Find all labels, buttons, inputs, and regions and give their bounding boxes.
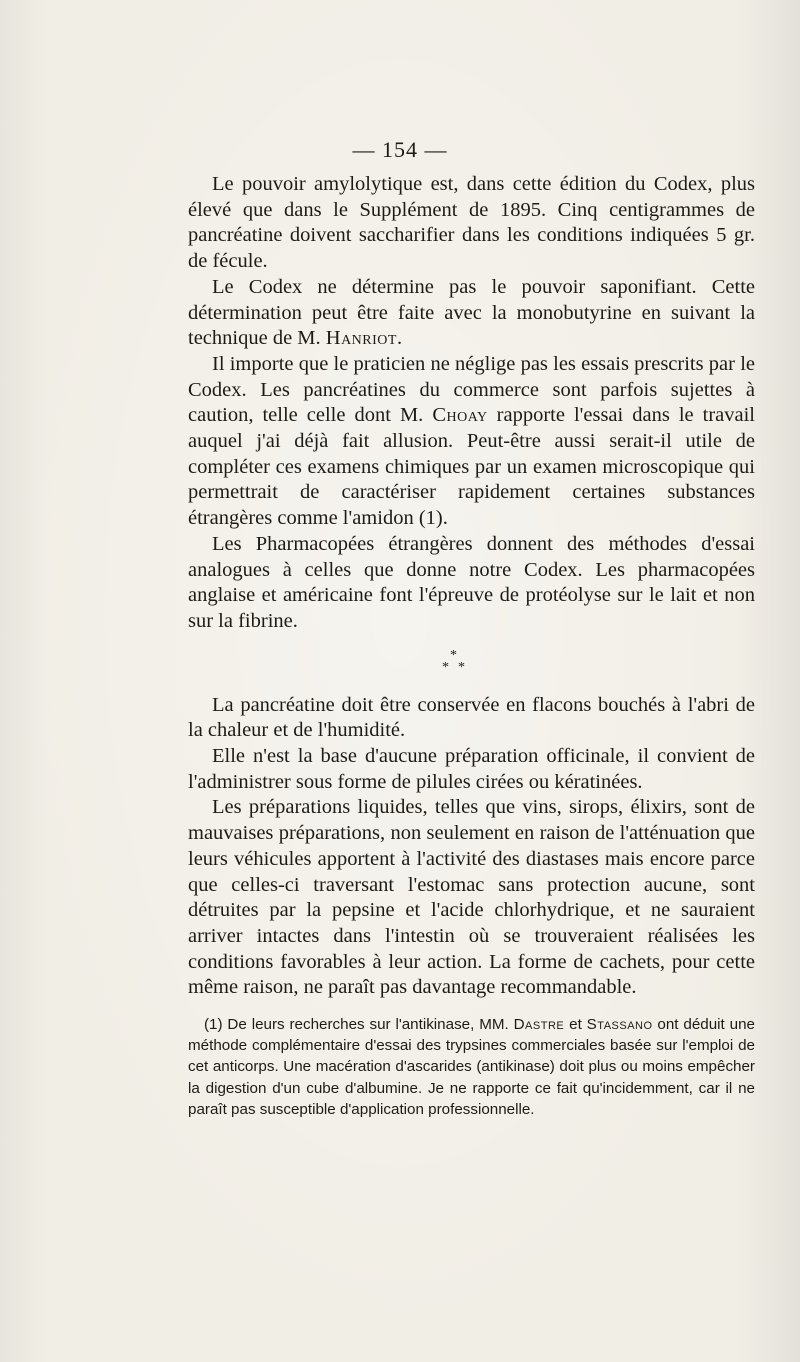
asterism-star: *: [450, 647, 457, 663]
author-name-hanriot: Hanriot: [325, 327, 397, 350]
paragraph-foreign-pharmacopoeias: Les Pharmacopées étrangères donnent des méthodes d'essai analogues à celles que donne notre Codex. Les pharmacopées anglaise et américaine font l'épreuve de protéolyse sur le lait et non sur la fibrine.: [188, 532, 755, 632]
paragraph-liquid-preparations: Les préparations liquides, telles que vins, sirops, élixirs, sont de mauvaises préparations, non seulement en raison de l'atténuation que leurs véhicules apportent à l'activité des diastases mais encore parce que celles-ci traversant l'estomac sans protection aucune, sont détruites par la pepsine et l'acide chlorhydrique, et ne sauraient arriver intactes dans l'intestin où se trouveraient réalisées les conditions favorables à leur action. La forme de cachets, pour cette même raison, ne paraît pas davantage recommandable.: [188, 796, 755, 999]
asterism-star: *: [458, 659, 465, 675]
footnote: [188, 1014, 755, 1120]
footnote-text: ont déduit une méthode complémentaire d'essai des trypsines commerciales basée sur l'emploi de cet anticorps. Une macération d'ascarides (antikinase) doit plus ou moins empêcher la digestion d'un cube d'albumine. Je ne rapporte ce fait qu'incidemment, car il ne paraît pas susceptible d'application professionnelle.: [188, 1016, 755, 1118]
asterism-separator: [188, 637, 755, 689]
paragraph-text: Il importe que le praticien ne néglige pas les essais prescrits par le Codex. Les pancréatines du commerce sont parfois sujettes à caution, telle celle dont M.: [188, 352, 755, 427]
paragraph-administration: Elle n'est la base d'aucune préparation officinale, il convient de l'administrer sous forme de pilules cirées ou kératinées.: [188, 745, 755, 793]
body-text: [188, 172, 755, 1001]
paragraph-text: .: [396, 327, 403, 350]
author-name-dastre: Dastre: [513, 1016, 565, 1033]
paragraph-prescribed-tests: [188, 352, 755, 532]
paragraph-storage: La pancréatine doit être conservée en flacons bouchés à l'abri de la chaleur et de l'humidité.: [188, 693, 755, 742]
paragraph-saponifying-power: [188, 275, 755, 352]
asterism-star: *: [442, 659, 449, 675]
author-name-stassano: Stassano: [586, 1016, 653, 1033]
footnote-text: et: [564, 1016, 587, 1033]
paragraph-amylolytic-power: Le pouvoir amylolytique est, dans cette édition du Codex, plus élevé que dans le Supplément de 1895. Cinq centigrammes de pancréatine doivent saccharifier dans les conditions indiquées 5 gr. de fécule.: [188, 173, 755, 273]
paragraph-text: Le Codex ne détermine pas le pouvoir saponifiant. Cette détermination peut être faite avec la monobutyrine en suivant la technique de M.: [188, 275, 755, 350]
footnote-text: (1) De leurs recherches sur l'antikinase, MM.: [204, 1016, 514, 1033]
paragraph-text: rapporte l'essai dans le travail auquel j'ai déjà fait allusion. Peut-être aussi serait-il utile de compléter ces examens chimiques par un examen microscopique qui permettrait de caractériser rapidement certaines substances étrangères comme l'amidon (1).: [188, 404, 755, 530]
page-number: — 154 —: [352, 137, 448, 162]
author-name-choay: Choay: [432, 404, 488, 427]
